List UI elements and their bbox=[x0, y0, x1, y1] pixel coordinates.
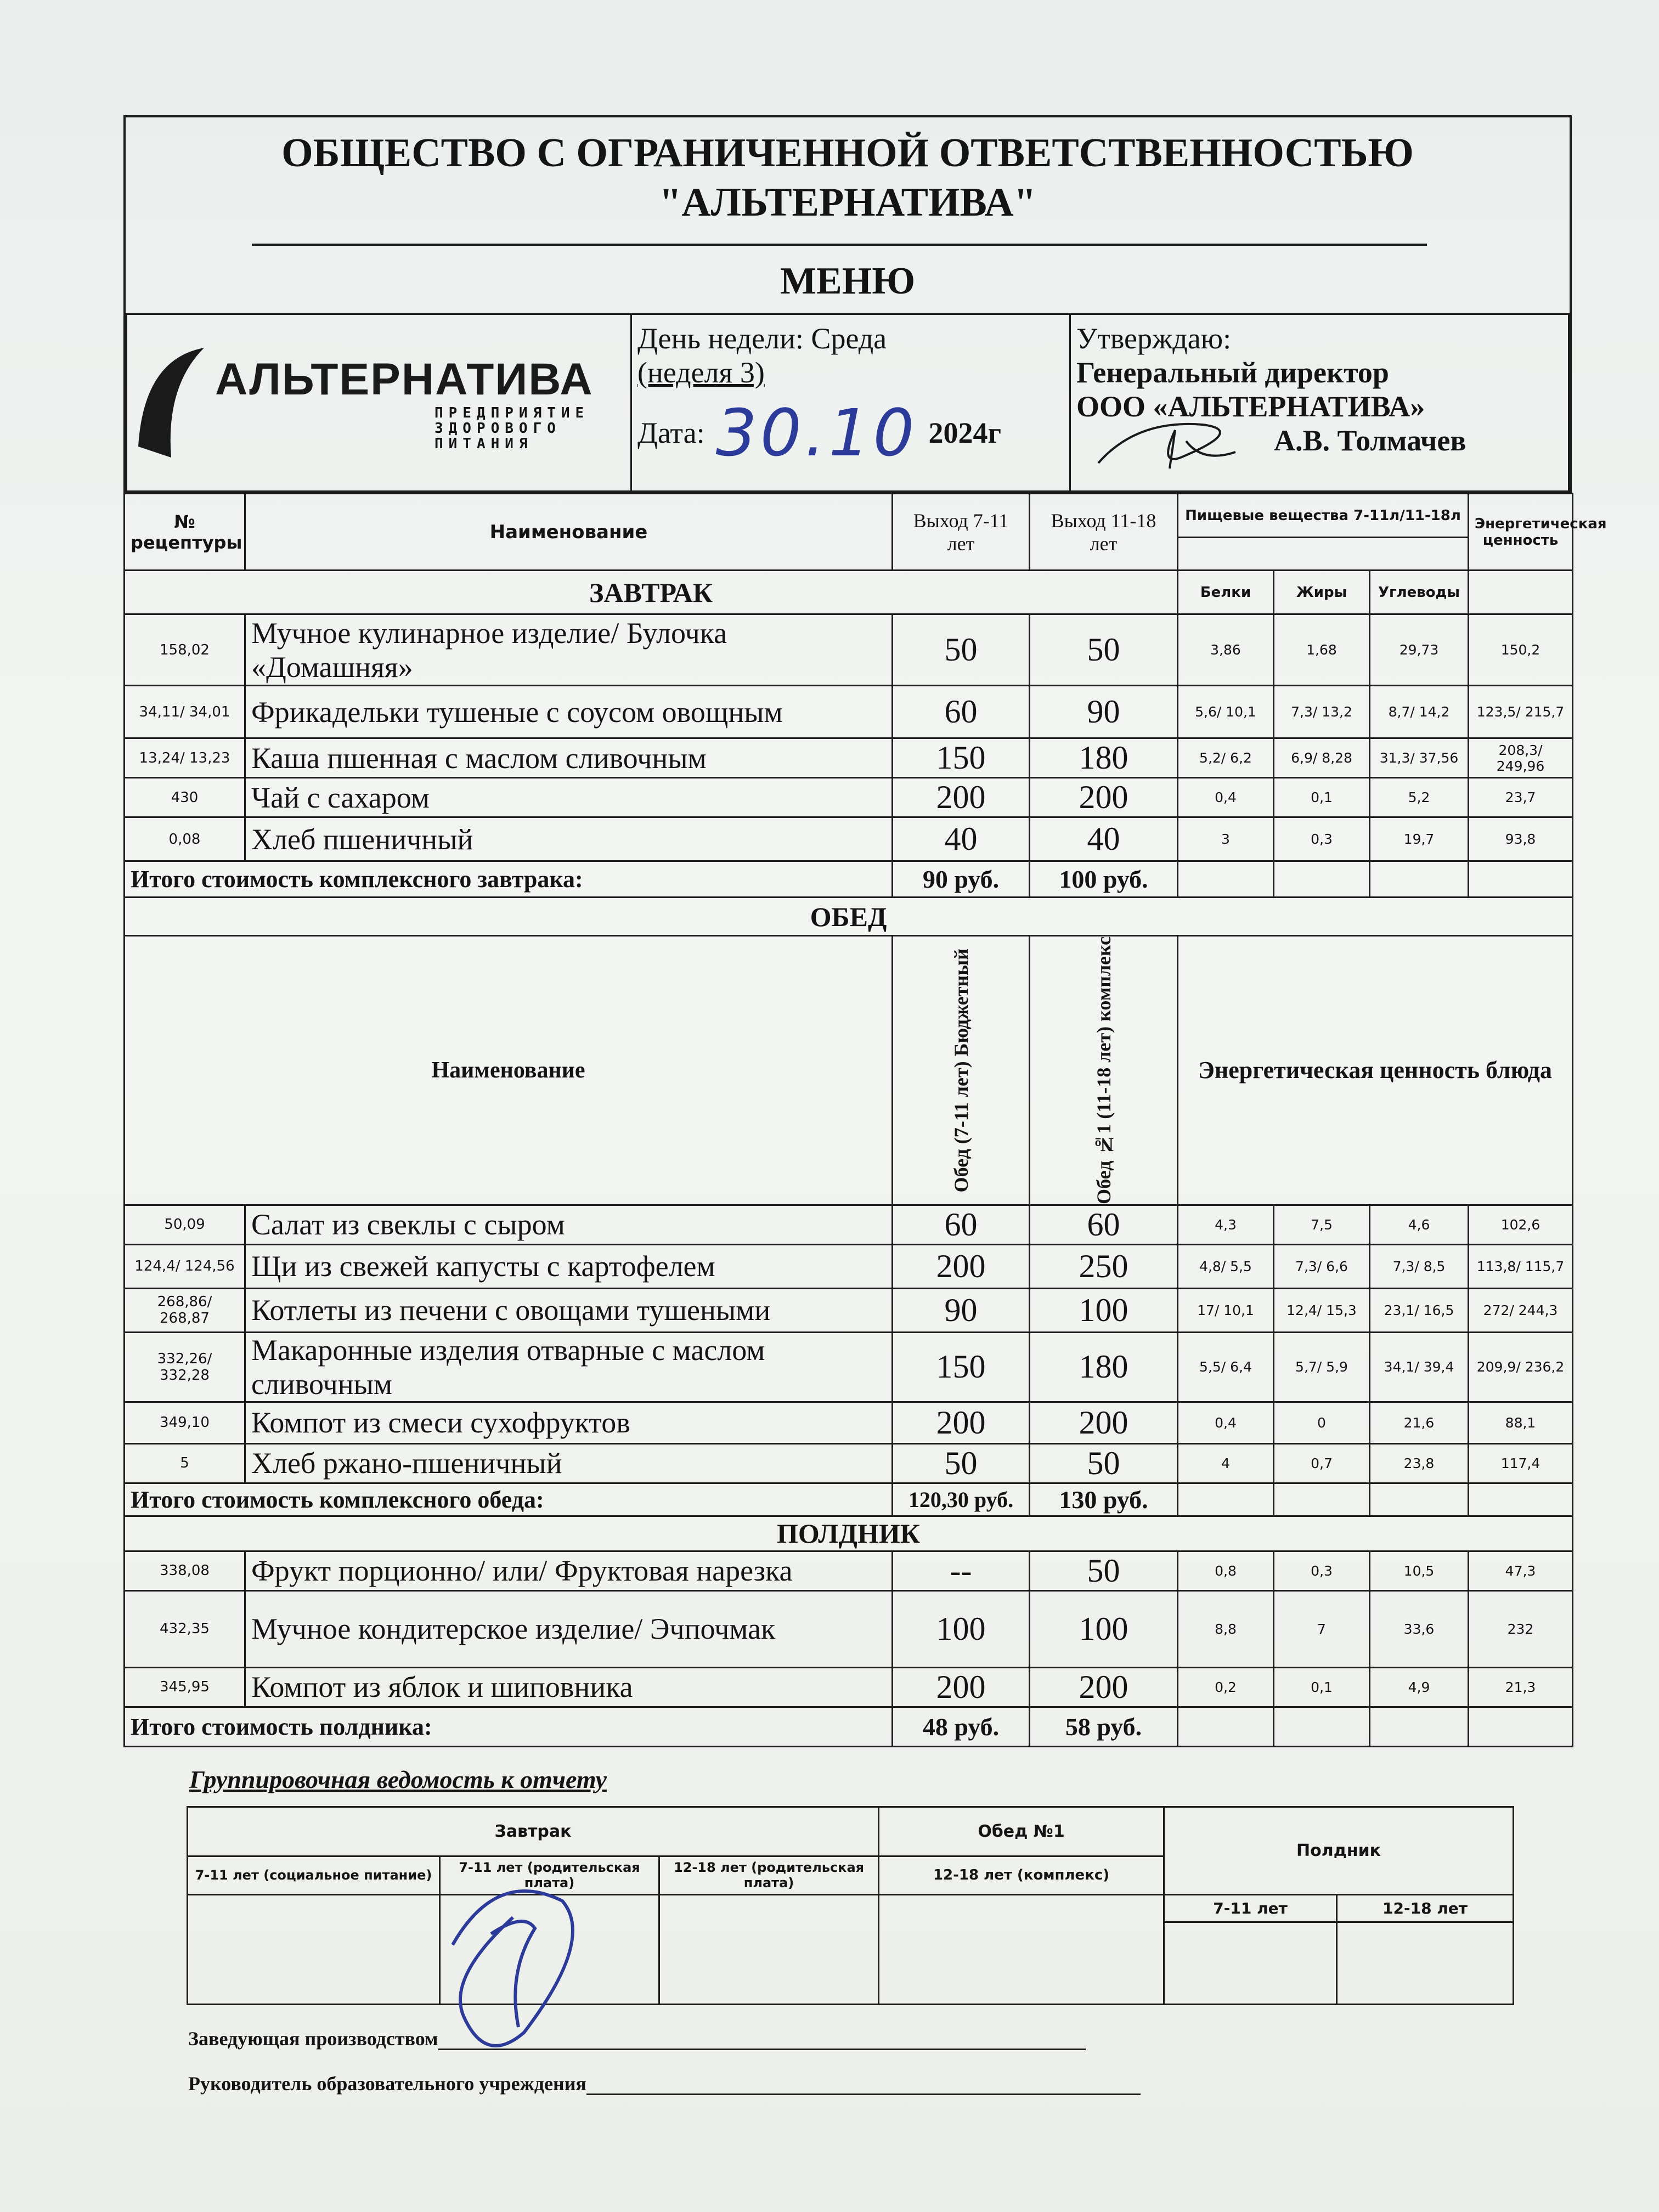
protein-value: 4,8/ 5,5 bbox=[1178, 1244, 1274, 1288]
recipe-code: 158,02 bbox=[125, 614, 245, 686]
recipe-code: 13,24/ 13,23 bbox=[125, 738, 245, 778]
yield-7-11: 40 bbox=[893, 817, 1030, 861]
energy-value: 93,8 bbox=[1469, 817, 1573, 861]
energy-value: 117,4 bbox=[1469, 1443, 1573, 1483]
protein-value: 5,6/ 10,1 bbox=[1178, 686, 1274, 738]
logo-sub-3: ПИТАНИЯ bbox=[435, 436, 533, 452]
lunch-budget-header: Обед (7-11 лет) Бюджетный bbox=[950, 948, 972, 1193]
menu-document bbox=[123, 115, 1607, 2095]
lunch-row bbox=[125, 1288, 1573, 1332]
fat-header: Жиры bbox=[1274, 571, 1370, 614]
lunch-energy-header: Энергетическая ценность блюда bbox=[1178, 936, 1573, 1205]
fat-value: 7 bbox=[1274, 1590, 1370, 1667]
recipe-code: 345,95 bbox=[125, 1667, 245, 1707]
fat-value: 0,3 bbox=[1274, 817, 1370, 861]
yield-11-18: 40 bbox=[1030, 817, 1178, 861]
lunch-row bbox=[125, 1402, 1573, 1443]
dish-name: Макаронные изделия отварные с маслом сливочным bbox=[245, 1332, 893, 1402]
yield-7-11: 90 bbox=[893, 1288, 1030, 1332]
yield-11-18: 250 bbox=[1030, 1244, 1178, 1288]
nutrients-header: Пищевые вещества 7-11л/11-18л bbox=[1178, 494, 1469, 538]
yield-11-18: 60 bbox=[1030, 1205, 1178, 1244]
energy-value: 232 bbox=[1469, 1590, 1573, 1667]
dish-name: Мучное кулинарное изделие/ Булочка «Домашняя» bbox=[245, 614, 893, 686]
fat-value: 6,9/ 8,28 bbox=[1274, 738, 1370, 778]
date-label: Дата: bbox=[637, 416, 705, 449]
recipe-code: 349,10 bbox=[125, 1402, 245, 1443]
lunch-title: ОБЕД bbox=[125, 898, 1573, 936]
grouping-b-parent-12-18: 12-18 лет (родительская плата) bbox=[659, 1856, 879, 1894]
fat-value: 5,7/ 5,9 bbox=[1274, 1332, 1370, 1402]
carbs-value: 4,6 bbox=[1370, 1205, 1469, 1244]
recipe-code: 124,4/ 124,56 bbox=[125, 1244, 245, 1288]
logo-swoosh-icon bbox=[133, 337, 210, 469]
snack-title: ПОЛДНИК bbox=[125, 1516, 1573, 1551]
energy-header: Энергетическая ценность bbox=[1469, 494, 1573, 571]
head-production-label: Заведующая производством bbox=[188, 2027, 438, 2050]
yield-11-18: 50 bbox=[1030, 614, 1178, 686]
protein-value: 0,4 bbox=[1178, 778, 1274, 817]
energy-value: 113,8/ 115,7 bbox=[1469, 1244, 1573, 1288]
breakfast-row bbox=[125, 614, 1573, 686]
lunch-row bbox=[125, 1332, 1573, 1402]
recipe-code: 332,26/ 332,28 bbox=[125, 1332, 245, 1402]
protein-value: 0,4 bbox=[1178, 1402, 1274, 1443]
dish-name: Котлеты из печени с овощами тушеными bbox=[245, 1288, 893, 1332]
fat-value: 0,1 bbox=[1274, 778, 1370, 817]
protein-value: 3 bbox=[1178, 817, 1274, 861]
snack-rows bbox=[125, 1551, 1573, 1707]
logo-wordmark: АЛЬТЕРНАТИВА bbox=[215, 354, 594, 404]
carbs-value: 21,6 bbox=[1370, 1402, 1469, 1443]
carbs-value: 4,9 bbox=[1370, 1667, 1469, 1707]
document-header bbox=[123, 115, 1572, 494]
lunch-total-row bbox=[125, 1483, 1573, 1516]
head-production-line bbox=[188, 2027, 1572, 2050]
energy-value: 150,2 bbox=[1469, 614, 1573, 686]
carbs-value: 19,7 bbox=[1370, 817, 1469, 861]
carbs-value: 5,2 bbox=[1370, 778, 1469, 817]
dish-name: Хлеб пшеничный bbox=[245, 817, 893, 861]
recipe-code: 0,08 bbox=[125, 817, 245, 861]
recipe-code: 432,35 bbox=[125, 1590, 245, 1667]
dish-name: Щи из свежей капусты с картофелем bbox=[245, 1244, 893, 1288]
yield-7-11: -- bbox=[893, 1551, 1030, 1590]
company-name bbox=[126, 117, 1570, 227]
dish-name: Каша пшенная с маслом сливочным bbox=[245, 738, 893, 778]
carbs-value: 34,1/ 39,4 bbox=[1370, 1332, 1469, 1402]
yield-11-18: 100 bbox=[1030, 1590, 1178, 1667]
dish-name-header: Наименование bbox=[245, 494, 893, 571]
grouping-title: Группировочная ведомость к отчету bbox=[189, 1765, 607, 1793]
yield-7-11: 150 bbox=[893, 1332, 1030, 1402]
protein-value: 0,8 bbox=[1178, 1551, 1274, 1590]
grouping-b-social: 7-11 лет (социальное питание) bbox=[188, 1856, 440, 1894]
dish-name: Компот из смеси сухофруктов bbox=[245, 1402, 893, 1443]
approve-title: Утверждаю: bbox=[1076, 322, 1232, 355]
grouping-table bbox=[187, 1806, 1514, 2005]
grouping-snack: Полдник bbox=[1164, 1807, 1514, 1894]
approval-block bbox=[1070, 314, 1569, 492]
yield-7-11: 100 bbox=[893, 1590, 1030, 1667]
yield-11-18: 200 bbox=[1030, 778, 1178, 817]
yield-11-18: 180 bbox=[1030, 1332, 1178, 1402]
grouping-l-complex: 12-18 лет (комплекс) bbox=[879, 1856, 1164, 1894]
yield-7-11: 50 bbox=[893, 614, 1030, 686]
logo-sub-2: ЗДОРОВОГО bbox=[435, 420, 561, 437]
yield-11-18: 180 bbox=[1030, 738, 1178, 778]
snack-price-7-11: 48 руб. bbox=[893, 1707, 1030, 1746]
protein-value: 0,2 bbox=[1178, 1667, 1274, 1707]
dish-name: Салат из свеклы с сыром bbox=[245, 1205, 893, 1244]
carbs-value: 7,3/ 8,5 bbox=[1370, 1244, 1469, 1288]
dish-name: Мучное кондитерское изделие/ Эчпочмак bbox=[245, 1590, 893, 1667]
breakfast-row bbox=[125, 738, 1573, 778]
breakfast-total-row bbox=[125, 861, 1573, 898]
snack-row bbox=[125, 1590, 1573, 1667]
approve-position: Генеральный директор bbox=[1076, 356, 1389, 389]
energy-value: 88,1 bbox=[1469, 1402, 1573, 1443]
recipe-code: 34,11/ 34,01 bbox=[125, 686, 245, 738]
lunch-section-row bbox=[125, 898, 1573, 936]
energy-value: 23,7 bbox=[1469, 778, 1573, 817]
yield-7-11: 200 bbox=[893, 778, 1030, 817]
recipe-code: 268,86/ 268,87 bbox=[125, 1288, 245, 1332]
approve-company: ООО «АЛЬТЕРНАТИВА» bbox=[1076, 390, 1425, 423]
signature-block bbox=[123, 2027, 1572, 2095]
yield-7-11: 200 bbox=[893, 1244, 1030, 1288]
carbs-value: 23,8 bbox=[1370, 1443, 1469, 1483]
recipe-code: 338,08 bbox=[125, 1551, 245, 1590]
fat-value: 1,68 bbox=[1274, 614, 1370, 686]
fat-value: 12,4/ 15,3 bbox=[1274, 1288, 1370, 1332]
breakfast-price-11-18: 100 руб. bbox=[1030, 861, 1178, 898]
yield-11-18-header: Выход 11-18 лет bbox=[1030, 494, 1178, 571]
breakfast-title: ЗАВТРАК bbox=[125, 571, 1178, 614]
head-institution-line bbox=[188, 2072, 1572, 2095]
lunch-header-row bbox=[125, 936, 1573, 1205]
breakfast-row bbox=[125, 686, 1573, 738]
fat-value: 7,3/ 13,2 bbox=[1274, 686, 1370, 738]
yield-7-11: 200 bbox=[893, 1667, 1030, 1707]
dish-name: Хлеб ржано-пшеничный bbox=[245, 1443, 893, 1483]
snack-row bbox=[125, 1667, 1573, 1707]
yield-7-11: 60 bbox=[893, 1205, 1030, 1244]
recipe-code: 50,09 bbox=[125, 1205, 245, 1244]
lunch-row bbox=[125, 1244, 1573, 1288]
dish-name: Компот из яблок и шиповника bbox=[245, 1667, 893, 1707]
carbs-value: 23,1/ 16,5 bbox=[1370, 1288, 1469, 1332]
grouping-s-12-18: 12-18 лет bbox=[1337, 1894, 1514, 1922]
grouping-s-7-11: 7-11 лет bbox=[1164, 1894, 1337, 1922]
yield-7-11-header: Выход 7-11 лет bbox=[893, 494, 1030, 571]
protein-value: 5,2/ 6,2 bbox=[1178, 738, 1274, 778]
director-signature-icon bbox=[1093, 408, 1257, 474]
menu-table bbox=[123, 493, 1607, 1747]
fat-value: 7,3/ 6,6 bbox=[1274, 1244, 1370, 1288]
protein-value: 8,8 bbox=[1178, 1590, 1274, 1667]
yield-7-11: 50 bbox=[893, 1443, 1030, 1483]
grouping-b-parent-7-11: 7-11 лет (родительская плата) bbox=[440, 1856, 659, 1894]
lunch-price-11-18: 130 руб. bbox=[1030, 1483, 1178, 1516]
yield-11-18: 200 bbox=[1030, 1667, 1178, 1707]
energy-value: 208,3/ 249,96 bbox=[1469, 738, 1573, 778]
fat-value: 7,5 bbox=[1274, 1205, 1370, 1244]
head-institution-label: Руководитель образовательного учреждения bbox=[188, 2072, 586, 2095]
lunch-price-7-11: 120,30 руб. bbox=[893, 1483, 1030, 1516]
menu-title: МЕНЮ bbox=[780, 260, 916, 302]
energy-value: 209,9/ 236,2 bbox=[1469, 1332, 1573, 1402]
breakfast-section-row bbox=[125, 571, 1573, 614]
column-header-row bbox=[125, 494, 1573, 538]
breakfast-total-label: Итого стоимость комплексного завтрака: bbox=[125, 861, 893, 898]
protein-value: 17/ 10,1 bbox=[1178, 1288, 1274, 1332]
date-block bbox=[631, 314, 1070, 492]
company-line-1: ОБЩЕСТВО С ОГРАНИЧЕННОЙ ОТВЕТСТВЕННОСТЬЮ bbox=[281, 131, 1414, 176]
protein-value: 3,86 bbox=[1178, 614, 1274, 686]
yield-11-18: 50 bbox=[1030, 1551, 1178, 1590]
dish-name: Фрикадельки тушеные с соусом овощным bbox=[245, 686, 893, 738]
fat-value: 0,1 bbox=[1274, 1667, 1370, 1707]
snack-section-row bbox=[125, 1516, 1573, 1551]
fat-value: 0 bbox=[1274, 1402, 1370, 1443]
lunch-row bbox=[125, 1443, 1573, 1483]
lunch-rows bbox=[125, 1205, 1573, 1483]
protein-value: 4,3 bbox=[1178, 1205, 1274, 1244]
week-number: (неделя 3) bbox=[637, 356, 765, 389]
energy-value: 102,6 bbox=[1469, 1205, 1573, 1244]
lunch-complex-header: Обед №1 (11-18 лет) комплекс bbox=[1092, 936, 1115, 1204]
fat-value: 0,7 bbox=[1274, 1443, 1370, 1483]
breakfast-rows bbox=[125, 614, 1573, 861]
energy-value: 21,3 bbox=[1469, 1667, 1573, 1707]
snack-price-11-18: 58 руб. bbox=[1030, 1707, 1178, 1746]
carbs-value: 31,3/ 37,56 bbox=[1370, 738, 1469, 778]
year: 2024г bbox=[928, 416, 1001, 449]
fat-value: 0,3 bbox=[1274, 1551, 1370, 1590]
snack-total-row bbox=[125, 1707, 1573, 1746]
production-signature-icon bbox=[431, 1852, 595, 2071]
breakfast-row bbox=[125, 778, 1573, 817]
energy-value: 272/ 244,3 bbox=[1469, 1288, 1573, 1332]
yield-7-11: 200 bbox=[893, 1402, 1030, 1443]
carbs-value: 33,6 bbox=[1370, 1590, 1469, 1667]
breakfast-row bbox=[125, 817, 1573, 861]
breakfast-price-7-11: 90 руб. bbox=[893, 861, 1030, 898]
yield-11-18: 200 bbox=[1030, 1402, 1178, 1443]
dish-name: Чай с сахаром bbox=[245, 778, 893, 817]
recipe-number-header: № рецептуры bbox=[125, 494, 245, 571]
dish-name: Фрукт порционно/ или/ Фруктовая нарезка bbox=[245, 1551, 893, 1590]
energy-value: 47,3 bbox=[1469, 1551, 1573, 1590]
director-name: А.В. Толмачев bbox=[1274, 424, 1466, 457]
carbs-value: 10,5 bbox=[1370, 1551, 1469, 1590]
yield-7-11: 150 bbox=[893, 738, 1030, 778]
snack-row bbox=[125, 1551, 1573, 1590]
logo bbox=[127, 314, 631, 492]
carbs-header: Углеводы bbox=[1370, 571, 1469, 614]
protein-value: 5,5/ 6,4 bbox=[1178, 1332, 1274, 1402]
logo-sub-1: ПРЕДПРИЯТИЕ bbox=[435, 405, 590, 421]
weekday: День недели: Среда bbox=[637, 322, 887, 355]
protein-value: 4 bbox=[1178, 1443, 1274, 1483]
yield-11-18: 100 bbox=[1030, 1288, 1178, 1332]
handwritten-date: 30.10 bbox=[715, 395, 918, 471]
yield-11-18: 90 bbox=[1030, 686, 1178, 738]
grouping-lunch: Обед №1 bbox=[879, 1807, 1164, 1856]
protein-header: Белки bbox=[1178, 571, 1274, 614]
yield-7-11: 60 bbox=[893, 686, 1030, 738]
header-info-table bbox=[126, 313, 1570, 492]
lunch-total-label: Итого стоимость комплексного обеда: bbox=[125, 1483, 893, 1516]
lunch-name-header: Наименование bbox=[125, 936, 893, 1205]
carbs-value: 8,7/ 14,2 bbox=[1370, 686, 1469, 738]
recipe-code: 430 bbox=[125, 778, 245, 817]
company-line-2: "АЛЬТЕРНАТИВА" bbox=[659, 180, 1036, 225]
grouping-breakfast: Завтрак bbox=[188, 1807, 879, 1856]
snack-total-label: Итого стоимость полдника: bbox=[125, 1707, 893, 1746]
carbs-value: 29,73 bbox=[1370, 614, 1469, 686]
lunch-row bbox=[125, 1205, 1573, 1244]
yield-11-18: 50 bbox=[1030, 1443, 1178, 1483]
recipe-code: 5 bbox=[125, 1443, 245, 1483]
energy-value: 123,5/ 215,7 bbox=[1469, 686, 1573, 738]
